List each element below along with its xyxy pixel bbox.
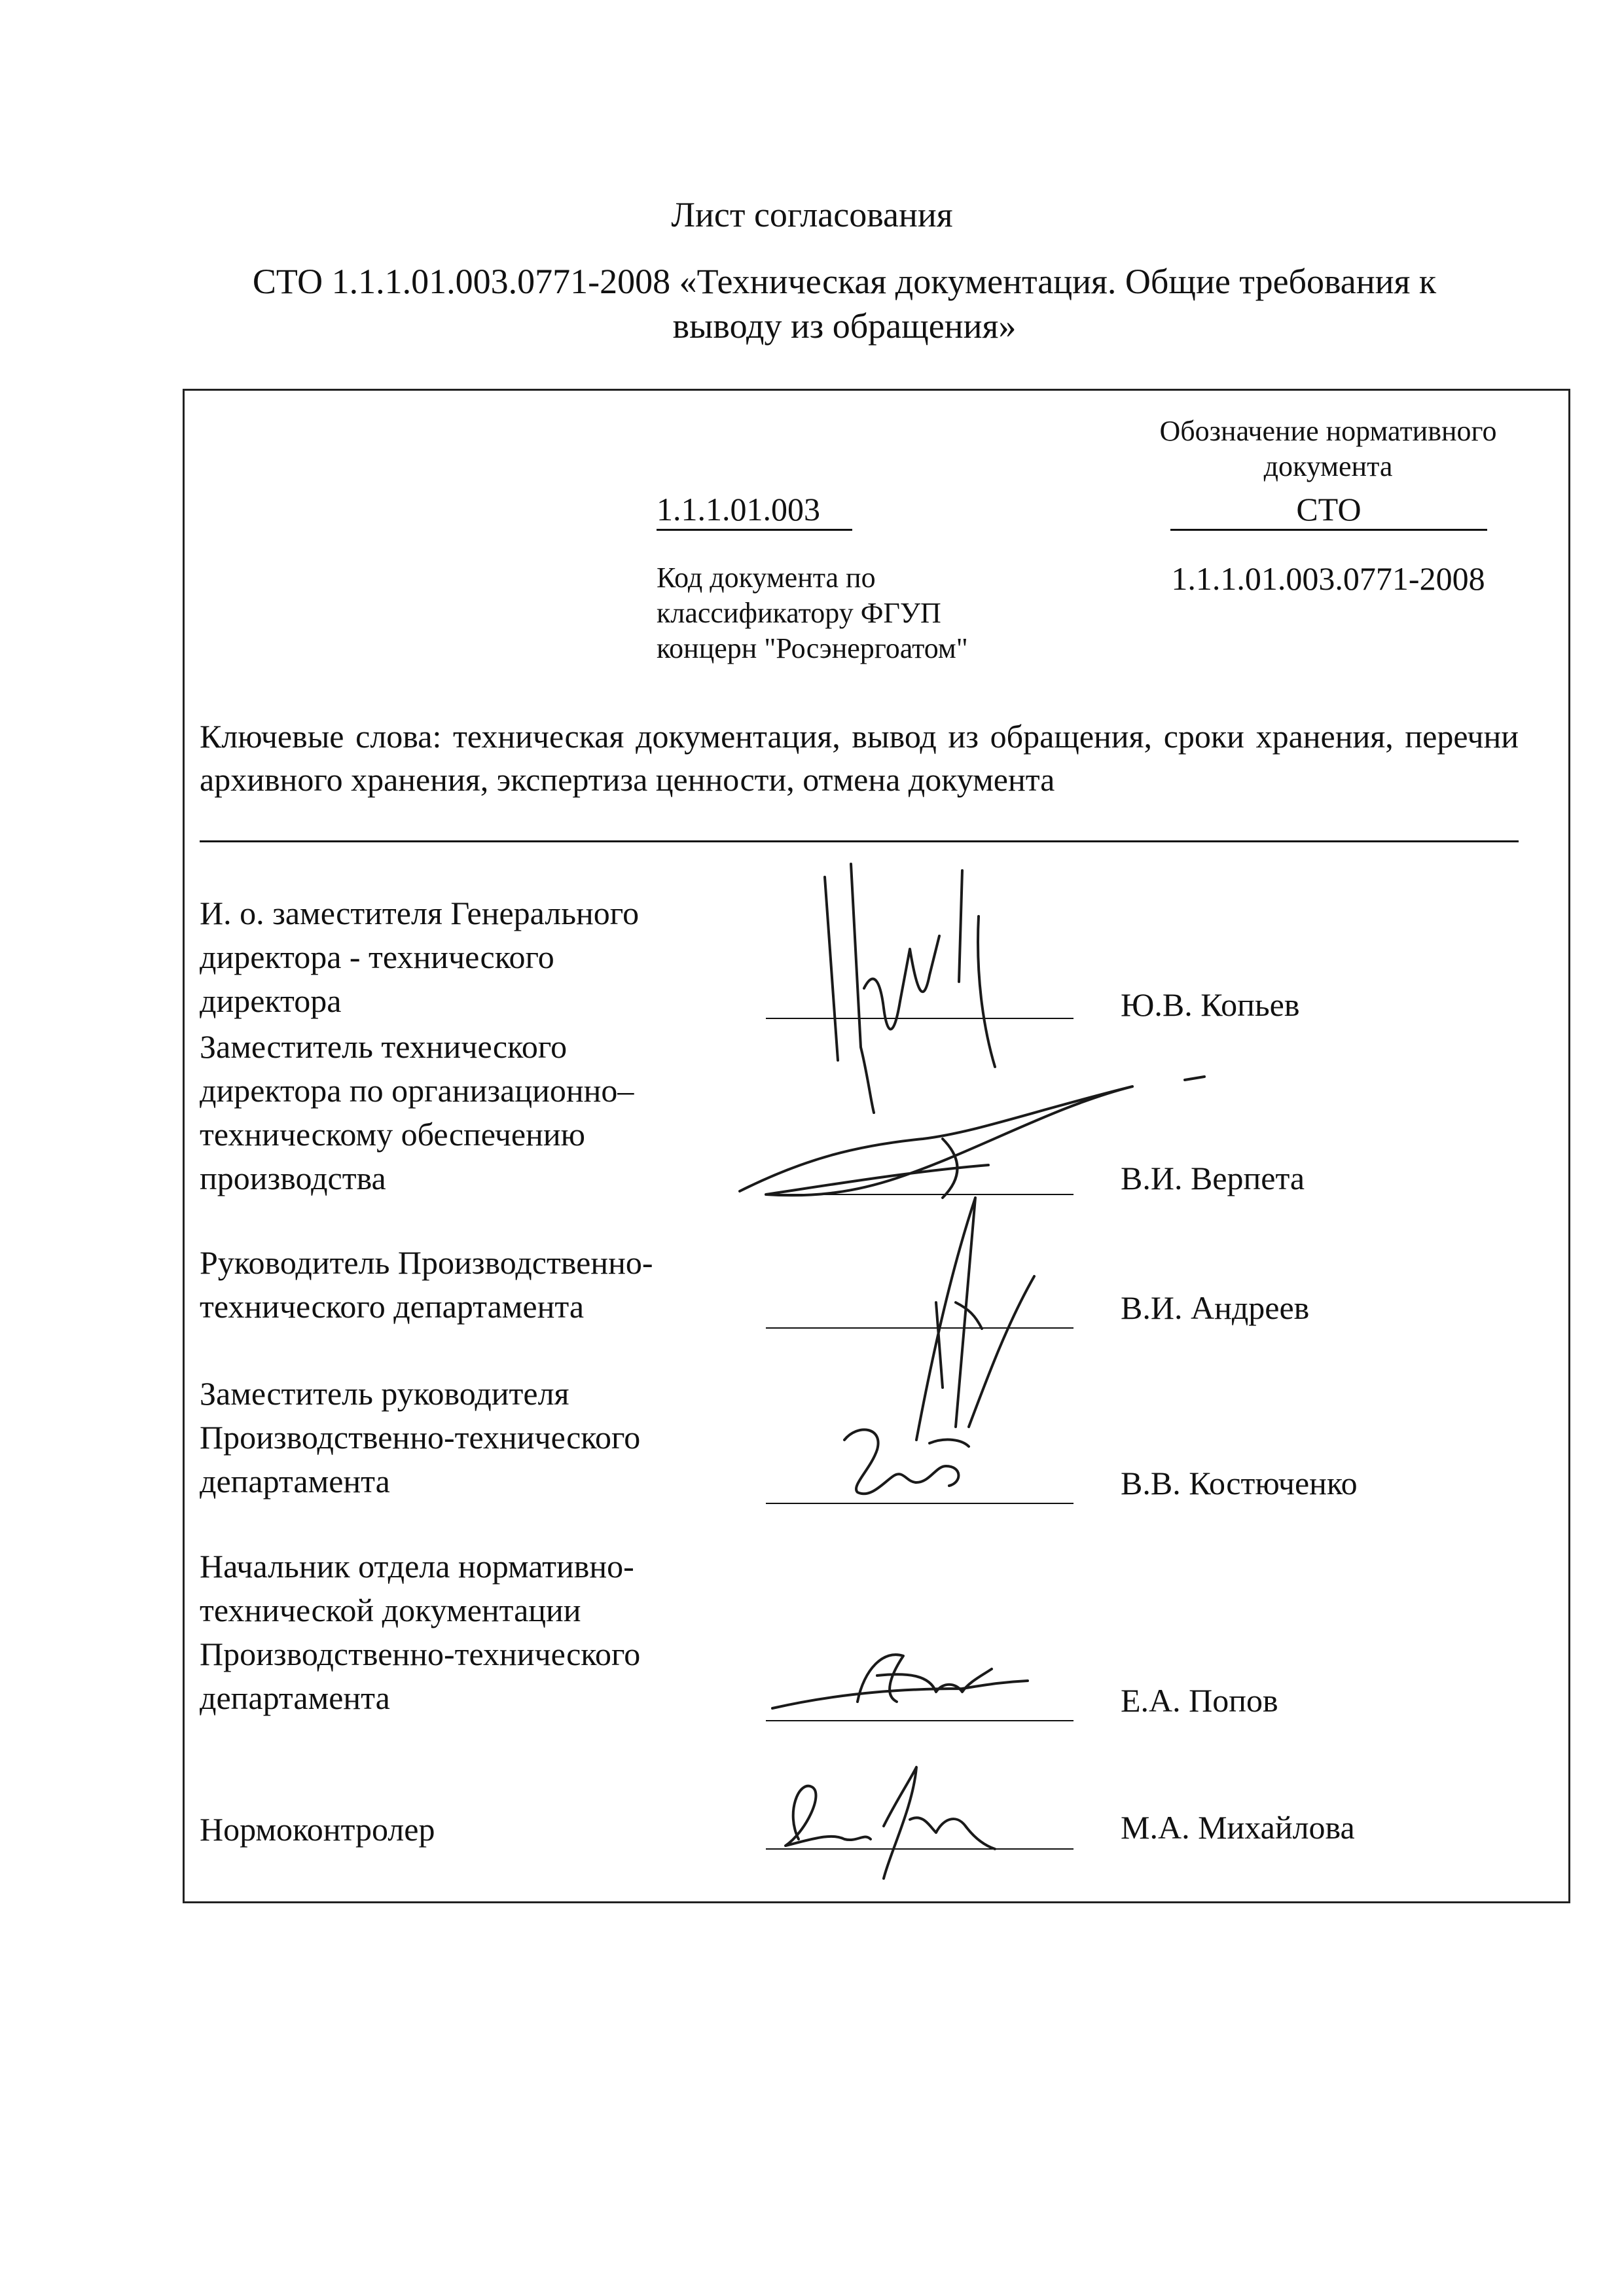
role-line: Нормоконтролер: [200, 1811, 435, 1848]
role-line: Заместитель руководителя: [200, 1375, 569, 1412]
approval-role-4: [200, 1372, 789, 1503]
role-line: Начальник отдела нормативно-: [200, 1548, 634, 1585]
role-line: производства: [200, 1160, 386, 1196]
code-caption-line-2: классификатору ФГУП: [657, 597, 941, 629]
document-code-caption: [657, 560, 1062, 666]
role-line: директора - технического: [200, 939, 554, 975]
approval-role-1: [200, 891, 789, 1023]
designation-underline: [1170, 529, 1487, 531]
role-line: департамента: [200, 1679, 390, 1716]
role-line: Руководитель Производственно-: [200, 1244, 653, 1281]
document-code-underline: [657, 529, 852, 531]
role-line: директора: [200, 982, 342, 1019]
signature-3: [877, 1191, 1054, 1453]
role-line: Производственно-технического: [200, 1636, 641, 1672]
approval-role-6: [200, 1808, 789, 1852]
designation-caption-line-2: документа: [1263, 450, 1393, 482]
role-line: Производственно-технического: [200, 1419, 641, 1456]
approval-name-3: В.И. Андреев: [1121, 1289, 1310, 1326]
signature-5: [766, 1630, 1041, 1721]
designation-caption: [1122, 414, 1534, 484]
approval-name-5: Е.А. Попов: [1121, 1682, 1278, 1719]
approval-role-2: [200, 1025, 789, 1200]
role-line: И. о. заместителя Генерального: [200, 895, 640, 931]
approval-name-6: М.А. Михайлова: [1121, 1809, 1355, 1846]
designation-number: 1.1.1.01.003.0771-2008: [1171, 560, 1485, 597]
approval-role-3: [200, 1241, 789, 1329]
signature-6: [759, 1741, 1008, 1885]
page-title: Лист согласования: [671, 195, 953, 234]
subtitle-line-2: выводу из обращения»: [672, 306, 1017, 346]
document-subtitle: [196, 259, 1492, 348]
designation-caption-line-1: Обозначение нормативного: [1159, 415, 1497, 447]
role-line: технической документации: [200, 1592, 581, 1628]
keywords-rule: [200, 840, 1519, 842]
approval-name-1: Ю.В. Копьев: [1121, 986, 1300, 1023]
signature-4: [831, 1420, 982, 1505]
role-line: директора по организационно–: [200, 1072, 634, 1109]
document-code-value: 1.1.1.01.003: [657, 491, 820, 528]
designation-type: СТО: [1296, 491, 1362, 528]
code-caption-line-1: Код документа по: [657, 562, 876, 594]
role-line: Заместитель технического: [200, 1028, 568, 1065]
keywords-text: Ключевые слова: техническая документация, вывод из обращения, сроки хранения, перечни архивного хранения, экспертиза ценности, отмена документа: [200, 718, 1519, 798]
approval-role-5: [200, 1545, 789, 1720]
approval-name-4: В.В. Костюченко: [1121, 1465, 1358, 1501]
subtitle-line-1: СТО 1.1.1.01.003.0771-2008 «Техническая документация. Общие требования к: [252, 262, 1437, 301]
role-line: технического департамента: [200, 1288, 585, 1325]
role-line: техническому обеспечению: [200, 1116, 585, 1153]
code-caption-line-3: концерн "Росэнергоатом": [657, 632, 968, 664]
approval-name-2: В.И. Верпета: [1121, 1160, 1305, 1196]
role-line: департамента: [200, 1463, 390, 1499]
